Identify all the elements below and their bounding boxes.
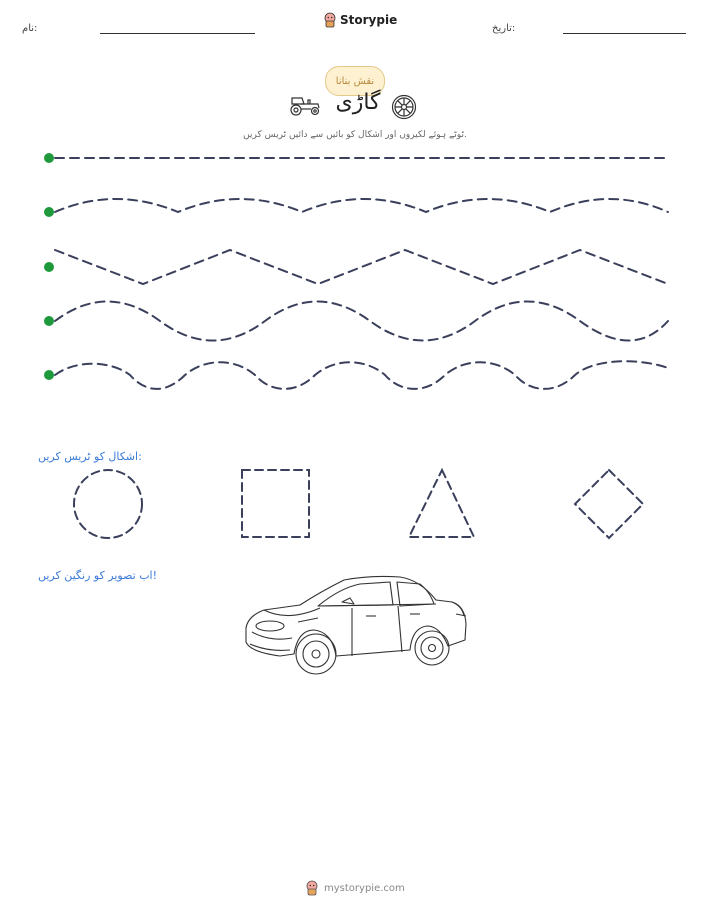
footer-url[interactable]: mystorypie.com <box>324 882 405 894</box>
brand-logo <box>323 12 397 28</box>
trace-square <box>242 470 309 537</box>
date-label: تاریخ: <box>492 23 516 34</box>
instructions-text: ٹوٹے ہوئے لکیروں اور اشکال کو بائیں سے دائیں ٹریس کریں. <box>243 130 467 140</box>
storypie-mascot-icon <box>305 880 319 896</box>
car-coloring-image <box>240 572 472 684</box>
trace-circle <box>74 470 142 538</box>
name-field[interactable] <box>100 33 255 34</box>
trace-line-wave <box>55 302 668 341</box>
wheel-icon <box>391 94 417 120</box>
color-heading: اب تصویر کو رنگین کریں! <box>38 569 158 582</box>
page-title: گاڑی <box>335 90 381 115</box>
storypie-mascot-icon <box>323 12 337 28</box>
trace-shapes <box>60 462 660 546</box>
trace-line-bumps <box>55 361 668 389</box>
activity-badge: نقش بنانا <box>325 66 385 96</box>
trace-line-zigzag <box>55 250 668 284</box>
trace-triangle <box>409 470 474 537</box>
start-dot <box>44 153 54 163</box>
start-dot <box>44 207 54 217</box>
start-dot <box>44 370 54 380</box>
shapes-heading: اشکال کو ٹریس کریں: <box>38 450 142 463</box>
tractor-icon <box>288 94 322 116</box>
trace-diamond <box>575 470 643 538</box>
brand-name: Storypie <box>340 13 398 27</box>
footer <box>305 880 405 896</box>
name-label: نام: <box>22 23 38 34</box>
tracing-lines <box>0 140 709 400</box>
trace-line-scallop <box>55 199 668 212</box>
start-dot <box>44 316 54 326</box>
date-field[interactable] <box>563 33 686 34</box>
start-dot <box>44 262 54 272</box>
